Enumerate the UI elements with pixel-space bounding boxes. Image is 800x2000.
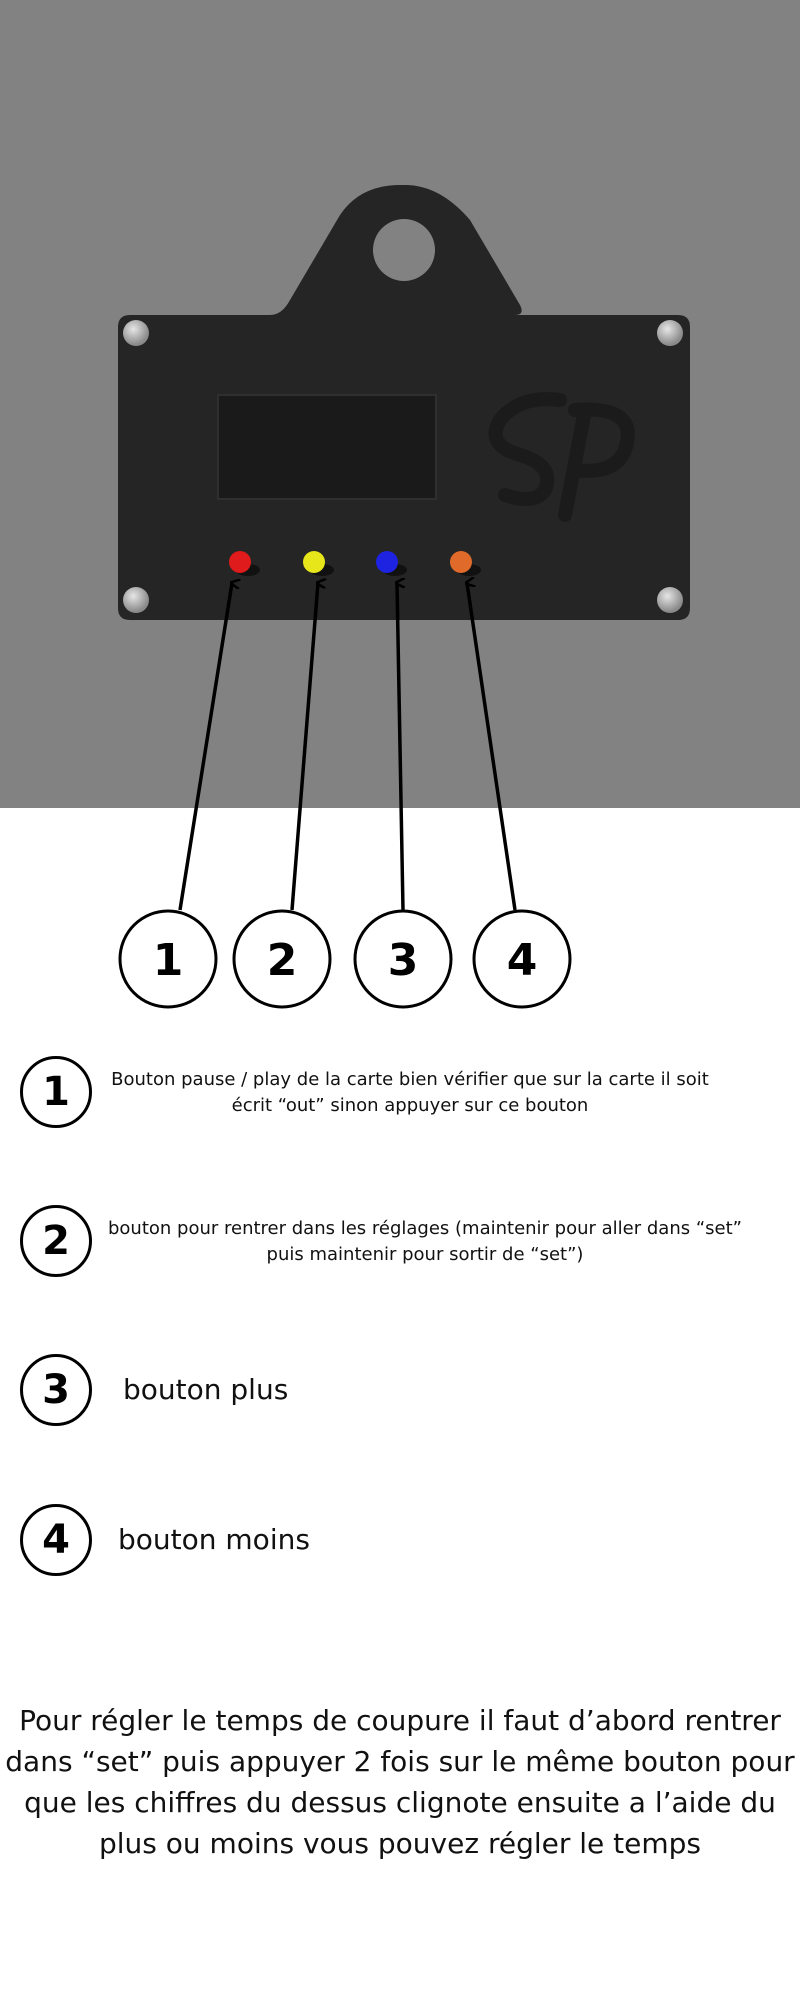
callout-4 bbox=[474, 911, 570, 1007]
legend-2-badge: 2 bbox=[20, 1205, 92, 1277]
button-orange bbox=[450, 551, 472, 573]
button-red bbox=[229, 551, 251, 573]
legend-3-text: bouton plus bbox=[123, 1373, 289, 1406]
screw-top-left bbox=[123, 320, 149, 346]
callout-1 bbox=[120, 911, 216, 1007]
screw-top-right bbox=[657, 320, 683, 346]
legend-4-badge: 4 bbox=[20, 1504, 92, 1576]
legend-1-badge: 1 bbox=[20, 1056, 92, 1128]
legend-4-text: bouton moins bbox=[118, 1523, 310, 1556]
legend-3-badge: 3 bbox=[20, 1354, 92, 1426]
screw-bottom-left bbox=[123, 587, 149, 613]
display-window bbox=[218, 395, 436, 499]
arrow-4 bbox=[467, 583, 515, 910]
instructions-paragraph: Pour régler le temps de coupure il faut d’abord rentrer dans “set” puis appuyer 2 fois sur le même bouton pour que les chiffres du dessus clignote ensuite a l’aide du plus ou moins vous pouvez régler le temps bbox=[5, 1704, 795, 1860]
arrow-1 bbox=[180, 583, 232, 910]
hanging-hole bbox=[373, 219, 435, 281]
callout-2-number: 2 bbox=[266, 935, 298, 986]
callout-3 bbox=[355, 911, 451, 1007]
button-blue bbox=[376, 551, 398, 573]
legend-2-text: bouton pour rentrer dans les réglages (maintenir pour aller dans “set” puis maintenir pour sortir de “set”) bbox=[107, 1218, 743, 1265]
button-yellow bbox=[303, 551, 325, 573]
arrow-2 bbox=[292, 583, 318, 910]
callout-3-number: 3 bbox=[387, 935, 419, 986]
callout-4-number: 4 bbox=[506, 935, 538, 986]
callout-2 bbox=[234, 911, 330, 1007]
arrow-3 bbox=[397, 583, 403, 910]
legend-1-text: Bouton pause / play de la carte bien vérifier que sur la carte il soit écrit “out” sinon appuyer sur ce bouton bbox=[111, 1069, 709, 1116]
screw-bottom-right bbox=[657, 587, 683, 613]
callout-1-number: 1 bbox=[152, 935, 184, 986]
